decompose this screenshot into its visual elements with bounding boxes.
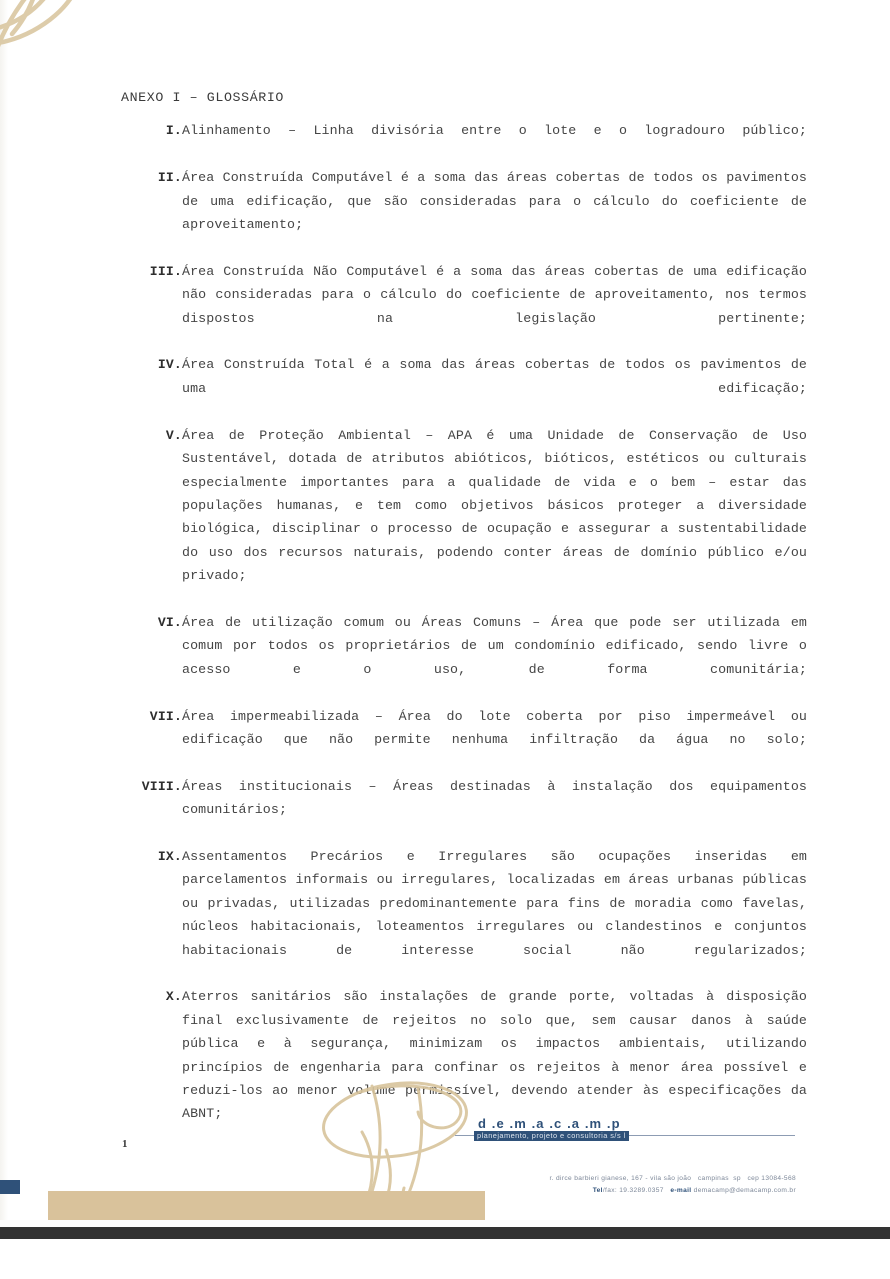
glossary-item [121, 775, 807, 845]
logo-tagline: planejamento, projeto e consultoria s/s l [474, 1131, 629, 1141]
footer-address-line: r. dirce barbieri gianese, 167 - vila são joão campinas sp cep 13084-568 [549, 1175, 796, 1182]
page-outside-area [0, 1239, 890, 1279]
item-text: Alinhamento – Linha divisória entre o lote e o logradouro público; [182, 123, 807, 139]
item-marker: VI. [157, 614, 182, 630]
glossary-item [121, 166, 807, 260]
tan-footer-bar [48, 1191, 485, 1220]
footer-email-label: e-mail [670, 1186, 692, 1194]
blue-corner-tab [0, 1180, 20, 1194]
glossary-item [121, 705, 807, 775]
page-title: ANEXO I – GLOSSÁRIO [121, 90, 285, 105]
item-marker: VIII. [141, 778, 182, 794]
item-text: Área impermeabilizada – Área do lote coberta por piso impermeável ou edificação que não permite nenhuma infiltração da água no solo; [182, 708, 807, 747]
glossary-list [121, 119, 807, 1149]
glossary-item [121, 424, 807, 611]
item-marker: X. [165, 989, 182, 1005]
item-text: Área Construída Computável é a soma das áreas cobertas de todos os pavimentos de uma edificação, que são consideradas para o cálculo do coeficiente de aproveitamento; [182, 170, 807, 233]
item-text: Área de utilização comum ou Áreas Comuns – Área que pode ser utilizada em comum por todos os proprietários de um condomínio edificado, sendo livre o acesso e o uso, de forma comunitária; [182, 614, 807, 677]
document-text-column [121, 86, 807, 1149]
item-text: Área Construída Não Computável é a soma das áreas cobertas de uma edificação não consideradas para o cálculo do coeficiente de aproveitamento, nos termos dispostos na legislação pertinente; [182, 263, 807, 326]
glossary-item [121, 353, 807, 423]
footer-email-value: demacamp@demacamp.com.br [691, 1186, 796, 1194]
item-text: Aterros sanitários são instalações de grande porte, voltadas à disposição final exclusivamente de rejeitos no solo que, sem causar danos à saúde pública e à segurança, minimizam os impactos ambientais, utilizando princípios de engenharia para confinar os rejeitos à menor área possível e reduzi-los ao menor volume permissível, devendo atender às especificações da ABNT; [182, 989, 807, 1122]
glossary-item [121, 119, 807, 166]
footer-phone-value: /fax: 19.3289.0357 [602, 1186, 671, 1194]
item-marker: V. [165, 427, 182, 443]
item-marker: IX. [157, 849, 182, 864]
glossary-item [121, 845, 807, 985]
item-text: Áreas institucionais – Áreas destinadas à instalação dos equipamentos comunitários; [182, 778, 807, 818]
item-text: Área Construída Total é a soma das áreas cobertas de todos os pavimentos de uma edificação; [182, 357, 807, 396]
item-marker: III. [149, 263, 182, 279]
scan-edge-gradient [0, 0, 8, 1220]
dark-bottom-strip [0, 1227, 890, 1239]
item-marker: II. [157, 170, 182, 186]
glossary-item [121, 611, 807, 705]
item-text: Área de Proteção Ambiental – APA é uma Unidade de Conservação de Uso Sustentável, dotada de atributos abióticos, bióticos, estéticos ou culturais especialmente importantes para a qualidade de vida e o bem – estar das populações humanas, e tem como objetivos básicos proteger a diversidade biológica, disciplinar o processo de ocupação e assegurar a sustentabilidade do uso dos recursos naturais, podendo conter áreas de domínio público e/ou privado; [182, 427, 807, 584]
item-marker: VII. [149, 708, 182, 724]
item-marker: I. [165, 123, 182, 139]
footer-logo [470, 1116, 770, 1150]
item-marker: IV. [157, 357, 182, 373]
glossary-item [121, 260, 807, 354]
item-text: Assentamentos Precários e Irregulares são ocupações inseridas em parcelamentos informais ou irregulares, localizadas em áreas urbanas públicas ou privadas, utilizadas predominantemente para fins de moradia como favelas, núcleos habitacionais, loteamentos irregulares ou clandestinos e conjuntos habitacionais de interesse social não regularizados; [182, 849, 807, 958]
logo-wordmark: d .e .m .a .c .a .m .p [478, 1116, 621, 1131]
page-number: 1 [122, 1138, 128, 1150]
footer-tel-label: Tel [592, 1186, 603, 1194]
